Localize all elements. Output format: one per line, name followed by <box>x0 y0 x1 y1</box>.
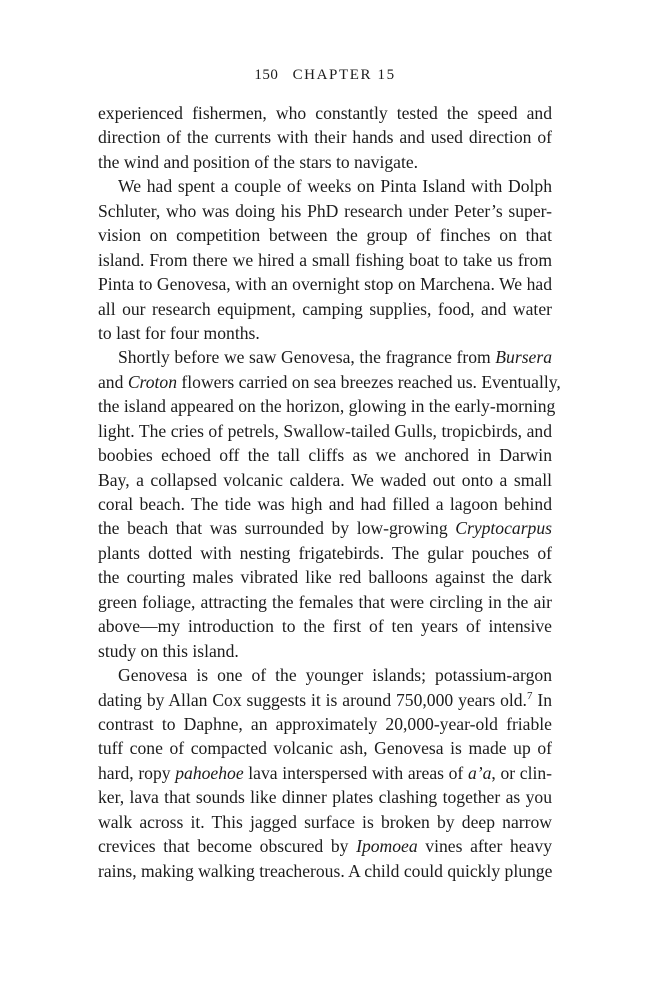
text-line: We had spent a couple of weeks on Pinta Island with Dolph <box>118 176 552 197</box>
body-text <box>98 101 561 883</box>
text-line: the island appeared on the horizon, glowing in the early-morning <box>98 396 556 417</box>
paragraph <box>98 101 552 174</box>
text-line: island. From there we hired a small fishing boat to take us from <box>98 249 552 270</box>
italic-term: Croton <box>127 371 178 392</box>
paragraph <box>98 663 552 883</box>
text-line: walk across it. This jagged surface is broken by deep narrow <box>98 811 552 832</box>
text-line: to last for four months. <box>98 322 260 343</box>
text-line: the courting males vibrated like red balloons against the dark <box>98 567 552 588</box>
italic-term: Ipomoea <box>356 836 418 857</box>
text-line: study on this island. <box>98 640 239 661</box>
text-line: all our research equipment, camping supplies, food, and water <box>98 298 552 319</box>
text-line: hard, ropy pahoehoe lava interspersed with areas of a’a, or clin- <box>98 762 553 783</box>
running-head <box>0 65 650 85</box>
italic-term: pahoehoe <box>175 762 244 783</box>
text-line: Genovesa is one of the younger islands; potassium-argon <box>118 665 552 686</box>
text-line: vision on competition between the group of finches on that <box>98 225 552 246</box>
italic-term: a’a <box>467 762 492 783</box>
page-number: 150 <box>254 67 279 83</box>
text-line: Bay, a collapsed volcanic caldera. We waded out onto a small <box>98 469 552 490</box>
text-line: light. The cries of petrels, Swallow-tailed Gulls, tropicbirds, and <box>98 420 552 441</box>
italic-term: Bursera <box>495 347 552 368</box>
text-line: Pinta to Genovesa, with an overnight stop on Marchena. We had <box>98 274 552 295</box>
text-line: ker, lava that sounds like dinner plates clashing together as you <box>98 787 552 808</box>
text-line: rains, making walking treacherous. A child could quickly plunge <box>98 860 553 881</box>
text-line: the beach that was surrounded by low-growing Cryptocarpus <box>98 518 552 539</box>
text-line: crevices that become obscured by Ipomoea vines after heavy <box>98 836 552 857</box>
text-line: boobies echoed off the tall cliffs as we anchored in Darwin <box>98 445 552 466</box>
text-line: contrast to Daphne, an approximately 20,000-year-old friable <box>98 713 552 734</box>
text-line: Shortly before we saw Genovesa, the fragrance from Bursera <box>118 347 552 368</box>
italic-term: Cryptocarpus <box>455 518 552 539</box>
text-line: above—my introduction to the first of ten years of intensive <box>98 616 552 637</box>
text-line: Schluter, who was doing his PhD research under Peter’s super- <box>98 200 552 221</box>
paragraph <box>98 345 561 663</box>
text-line: dating by Allan Cox suggests it is around 750,000 years old.$^7$ In <box>98 689 552 710</box>
text-line: experienced fishermen, who constantly tested the speed and <box>98 103 552 123</box>
paragraph <box>98 174 552 345</box>
text-line: the wind and position of the stars to navigate. <box>98 151 419 172</box>
text-line: coral beach. The tide was high and had filled a lagoon behind <box>98 494 552 514</box>
text-line: green foliage, attracting the females that were circling in the air <box>98 591 552 612</box>
chapter-label: CHAPTER 15 <box>292 67 396 83</box>
footnote-marker[interactable]: 7 <box>526 689 533 702</box>
text-line: plants dotted with nesting frigatebirds. The gular pouches of <box>98 542 552 563</box>
text-line: and Croton flowers carried on sea breezes reached us. Eventually, <box>98 371 561 392</box>
text-line: tuff cone of compacted volcanic ash, Genovesa is made up of <box>98 738 552 759</box>
text-line: direction of the currents with their hands and used direction of <box>98 127 552 148</box>
